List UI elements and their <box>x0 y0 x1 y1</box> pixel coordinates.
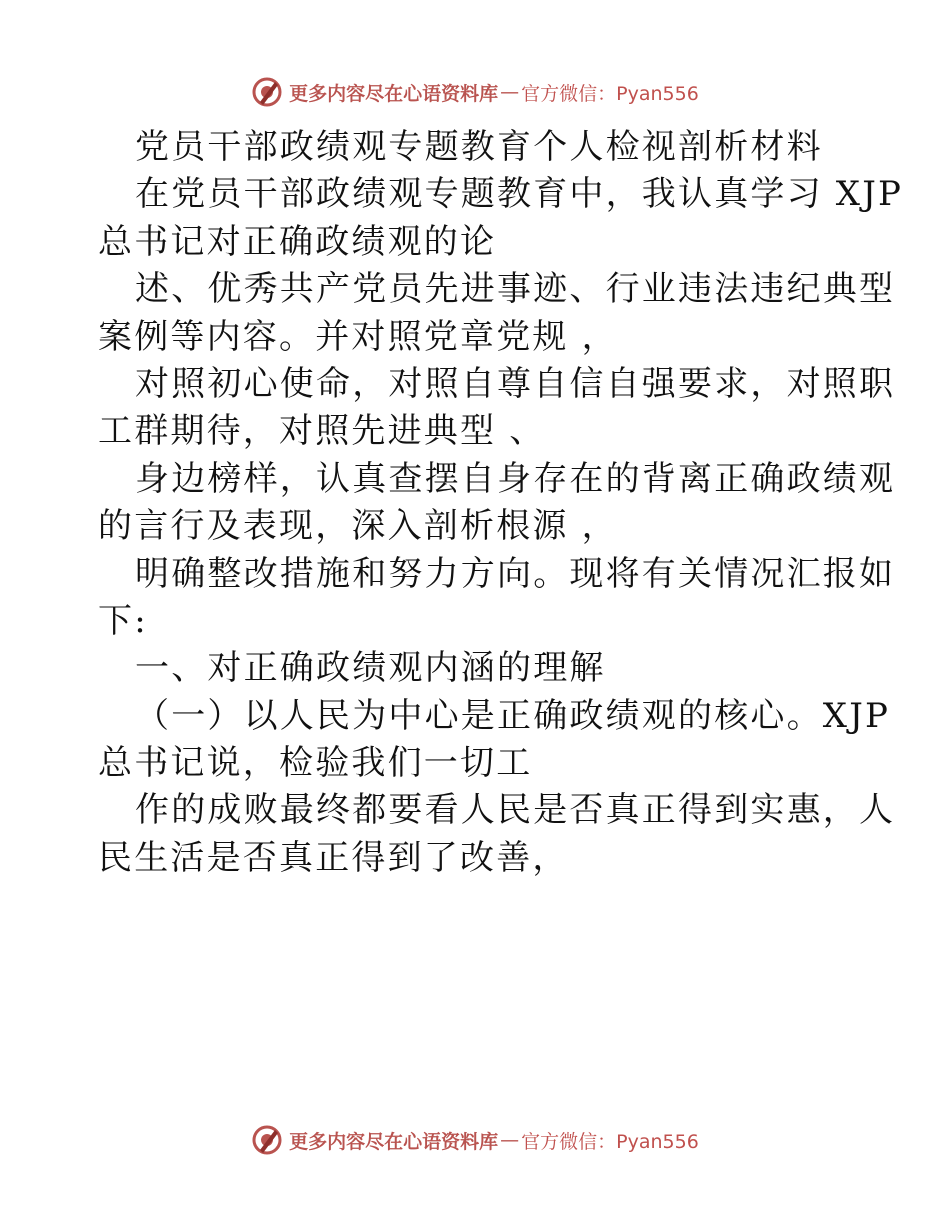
text-line: 案例等内容。并对照党章党规 ， <box>98 316 618 357</box>
text-line: 对照初心使命，对照自尊自信自强要求，对照职 <box>135 363 896 404</box>
watermark-text: 更多内容尽在心语资料库 <box>289 82 499 105</box>
watermark-separator: — <box>500 1129 520 1151</box>
text-line: 身边榜样，认真查摆自身存在的背离正确政绩观 <box>135 458 896 499</box>
text-line: 党员干部政绩观专题教育个人检视剖析材料 <box>135 127 823 167</box>
text-line: 明确整改措施和努力方向。现将有关情况汇报如 <box>135 553 896 594</box>
text-line: 在党员干部政绩观专题教育中，我认真学习 XJP <box>135 174 904 215</box>
text-line: 作的成败最终都要看人民是否真正得到实惠，人 <box>135 790 896 831</box>
text-line: 工群期待，对照先进典型 、 <box>98 411 546 452</box>
pen-circle-logo-icon <box>251 1124 283 1156</box>
watermark-header <box>0 72 950 112</box>
watermark-footer <box>0 1120 950 1160</box>
text-line: 总书记对正确政绩观的论 <box>98 221 497 262</box>
text-line: 下: <box>98 600 148 641</box>
document-body <box>98 124 904 882</box>
text-line: 的言行及表现，深入剖析根源 ， <box>98 506 618 547</box>
pen-circle-logo-icon <box>251 76 283 108</box>
text-line: （一）以人民为中心是正确政绩观的核心。XJP <box>135 695 891 736</box>
watermark-contact: 官方微信：Pyan556 <box>521 82 699 105</box>
text-line: 一、对正确政绩观内涵的理解 <box>135 648 606 689</box>
text-line: 民生活是否真正得到了改善， <box>98 837 569 878</box>
text-line: 总书记说，检验我们一切工 <box>98 743 533 784</box>
text-line: 述、优秀共产党员先进事迹、行业违法违纪典型 <box>135 269 896 310</box>
watermark-contact: 官方微信：Pyan556 <box>521 1130 699 1153</box>
watermark-separator: — <box>500 81 520 103</box>
watermark-text: 更多内容尽在心语资料库 <box>289 1130 499 1153</box>
